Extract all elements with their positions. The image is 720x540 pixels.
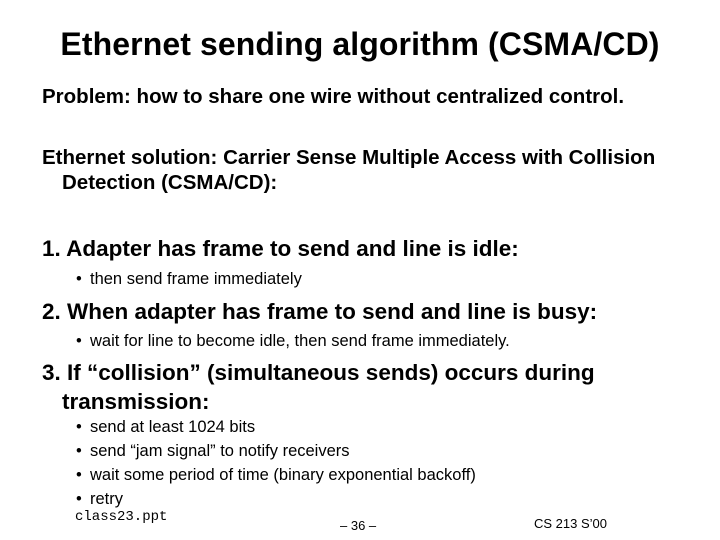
bullet-text: wait some period of time (binary exponential backoff) — [90, 466, 476, 484]
bullet-icon: • — [76, 490, 82, 508]
bullet-text: send at least 1024 bits — [90, 418, 256, 436]
footer-filename: class23.ppt — [75, 509, 168, 525]
footer-page-number: – 36 – — [340, 518, 377, 533]
bullet-icon: • — [76, 270, 82, 288]
step-3 — [42, 358, 682, 416]
bullet-icon: • — [76, 466, 82, 484]
bullet-text: send “jam signal” to notify receivers — [90, 442, 350, 460]
bullet-icon: • — [76, 332, 82, 350]
step-heading: 1. Adapter has frame to send and line is idle: — [42, 236, 519, 261]
solution-statement — [42, 145, 682, 195]
step-heading: 3. If “collision” (simultaneous sends) occurs during transmission: — [42, 360, 595, 414]
step-2 — [42, 297, 682, 326]
list-item — [76, 487, 696, 511]
solution-text: Ethernet solution: Carrier Sense Multiple Access with Collision Detection (CSMA/CD): — [42, 146, 656, 194]
footer-course: CS 213 S’00 — [534, 516, 607, 531]
list-item — [76, 463, 696, 487]
problem-text: Problem: how to share one wire without centralized control. — [42, 85, 625, 108]
bullet-text: wait for line to become idle, then send frame immediately. — [90, 332, 510, 350]
list-item — [76, 439, 696, 463]
step-1-bullets — [76, 267, 696, 291]
list-item — [76, 267, 696, 291]
problem-statement — [42, 84, 682, 109]
bullet-icon: • — [76, 418, 82, 436]
bullet-icon: • — [76, 442, 82, 460]
slide-title: Ethernet sending algorithm (CSMA/CD) — [60, 26, 660, 62]
step-3-bullets — [76, 415, 696, 511]
bullet-text: retry — [90, 490, 123, 508]
list-item — [76, 329, 696, 353]
list-item — [76, 415, 696, 439]
step-1 — [42, 234, 682, 263]
step-2-bullets — [76, 329, 696, 353]
bullet-text: then send frame immediately — [90, 270, 302, 288]
step-heading: 2. When adapter has frame to send and line is busy: — [42, 299, 598, 324]
